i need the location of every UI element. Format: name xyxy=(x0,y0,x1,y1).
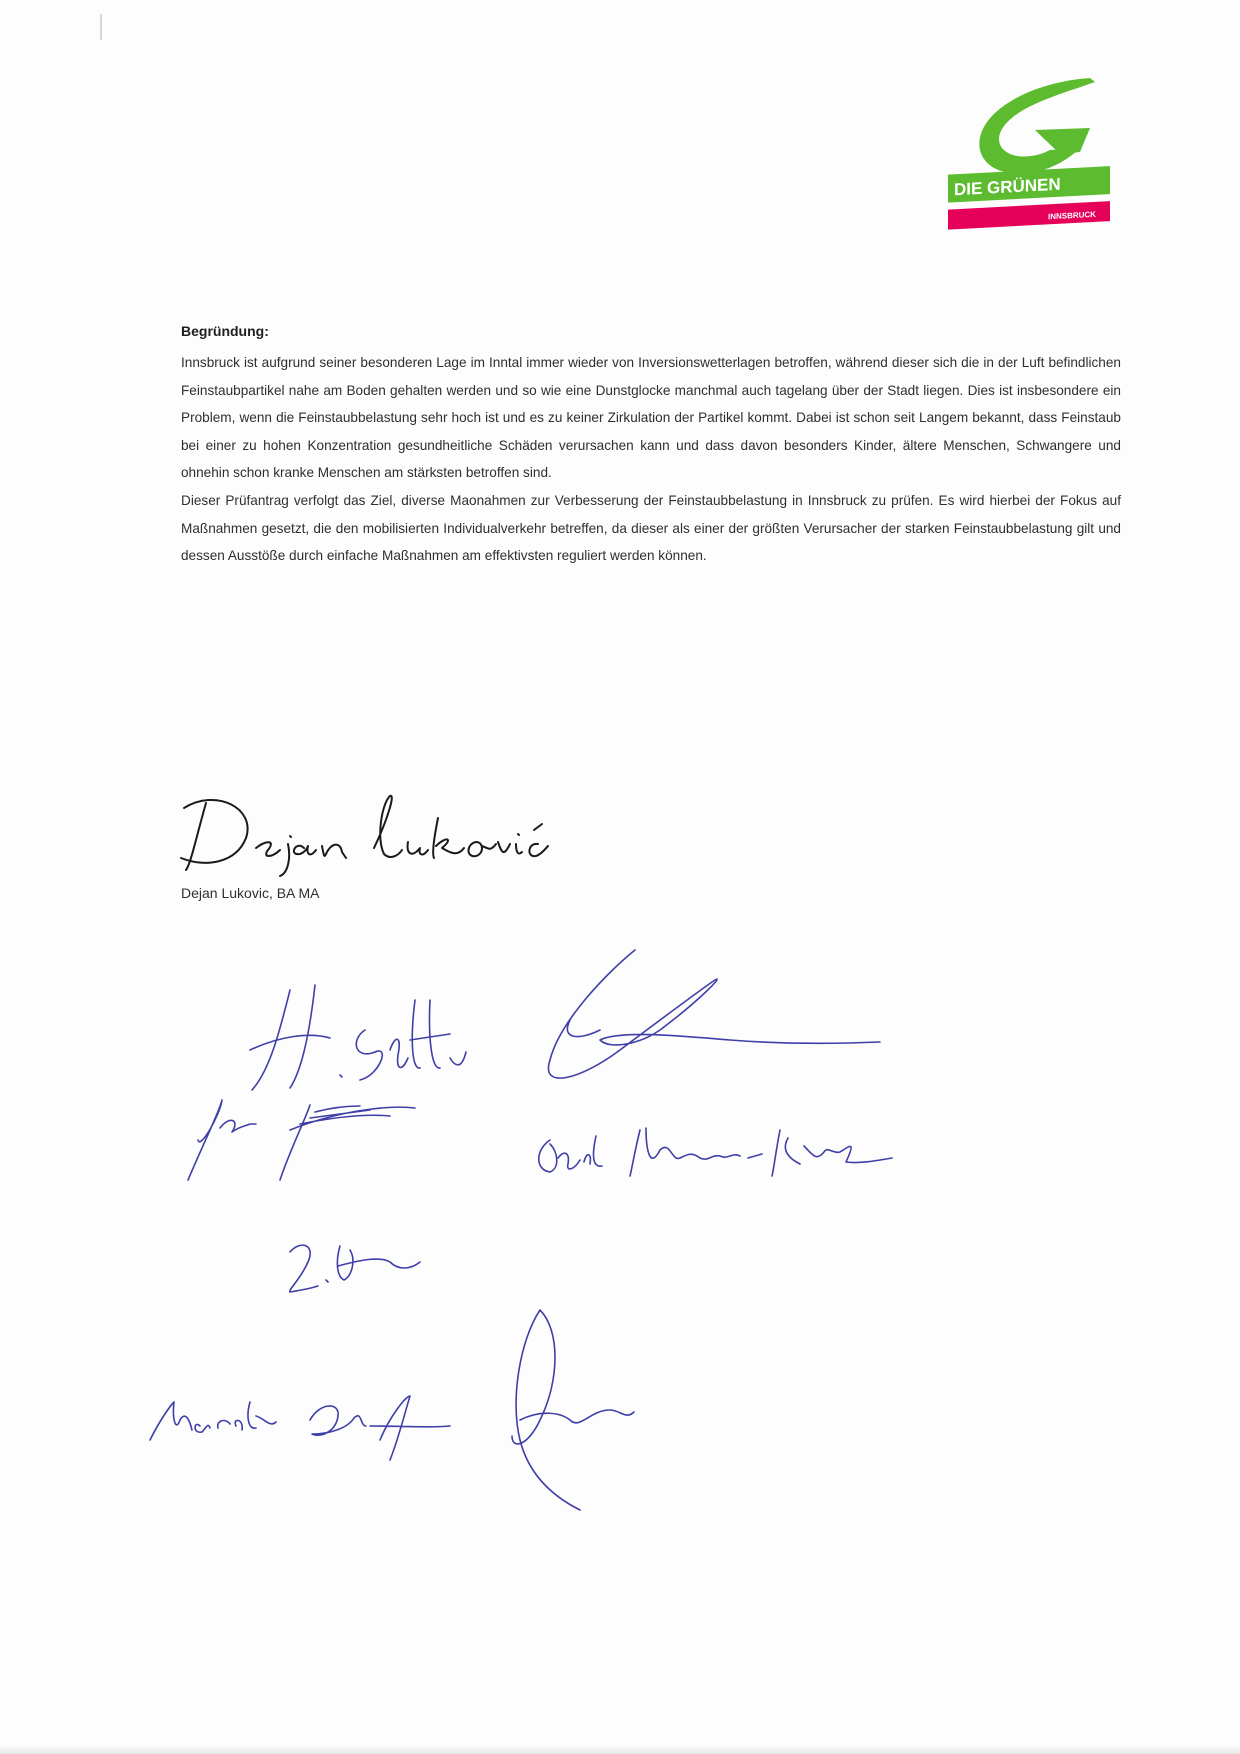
paragraph-2: Dieser Prüfantrag verfolgt das Ziel, diverse Maonahmen zur Verbesserung der Feinstaubbelastung in Innsbruck zu prüfen. Es wird hierbei der Fokus auf Maßnahmen gesetzt, die den mobilisierten Individualverkehr betreffen, da dieser als einer der größten Verursacher der starken Feinstaubbelastung gilt und dessen Ausstöße durch einfache Maßnahmen am effektivsten reguliert werden können. xyxy=(181,492,1121,564)
logo-g-shape xyxy=(979,78,1095,173)
body-text xyxy=(181,349,1121,570)
signature-3 xyxy=(188,1100,415,1180)
die-gruenen-logo xyxy=(940,68,1120,248)
scan-artifact xyxy=(100,14,102,40)
scan-bottom-edge xyxy=(0,1744,1240,1754)
logo-g-bar xyxy=(1035,128,1090,154)
signatures-group xyxy=(140,940,1040,1520)
logo-city-text: INNSBRUCK xyxy=(1048,209,1096,222)
signature-4 xyxy=(539,1128,892,1176)
section-heading: Begründung: xyxy=(181,323,269,339)
logo-name-text: DIE GRÜNEN xyxy=(954,174,1061,200)
paragraph-1: Innsbruck ist aufgrund seiner besonderen Lage im Inntal immer wieder von Inversionswetterlagen betroffen, während dieser sich die in der Luft befindlichen Feinstaubpartikel nahe am Boden gehalten werden und so wie eine Dunstglocke manchmal auch tagelang über der Stadt liegen. Dies ist insbesondere ein Problem, wenn die Feinstaubbelastung sehr hoch ist und es zu keiner Zirkulation der Partikel kommt. Dabei ist schon seit Langem bekannt, dass Feinstaub bei einer zu hohen Konzentration gesundheitliche Schäden verursachen kann und dass davon besonders Kinder, ältere Menschen, Schwangere und ohnehin schon kranke Menschen am stärksten betroffen sind. xyxy=(181,355,1121,481)
signatory-name: Dejan Lukovic, BA MA xyxy=(181,885,320,901)
signature-6 xyxy=(150,1396,450,1460)
signature-1 xyxy=(250,985,466,1090)
signature-dejan-lukovic xyxy=(176,778,576,878)
signature-5 xyxy=(290,1245,420,1292)
signature-2 xyxy=(548,950,880,1078)
signature-7 xyxy=(512,1310,634,1510)
